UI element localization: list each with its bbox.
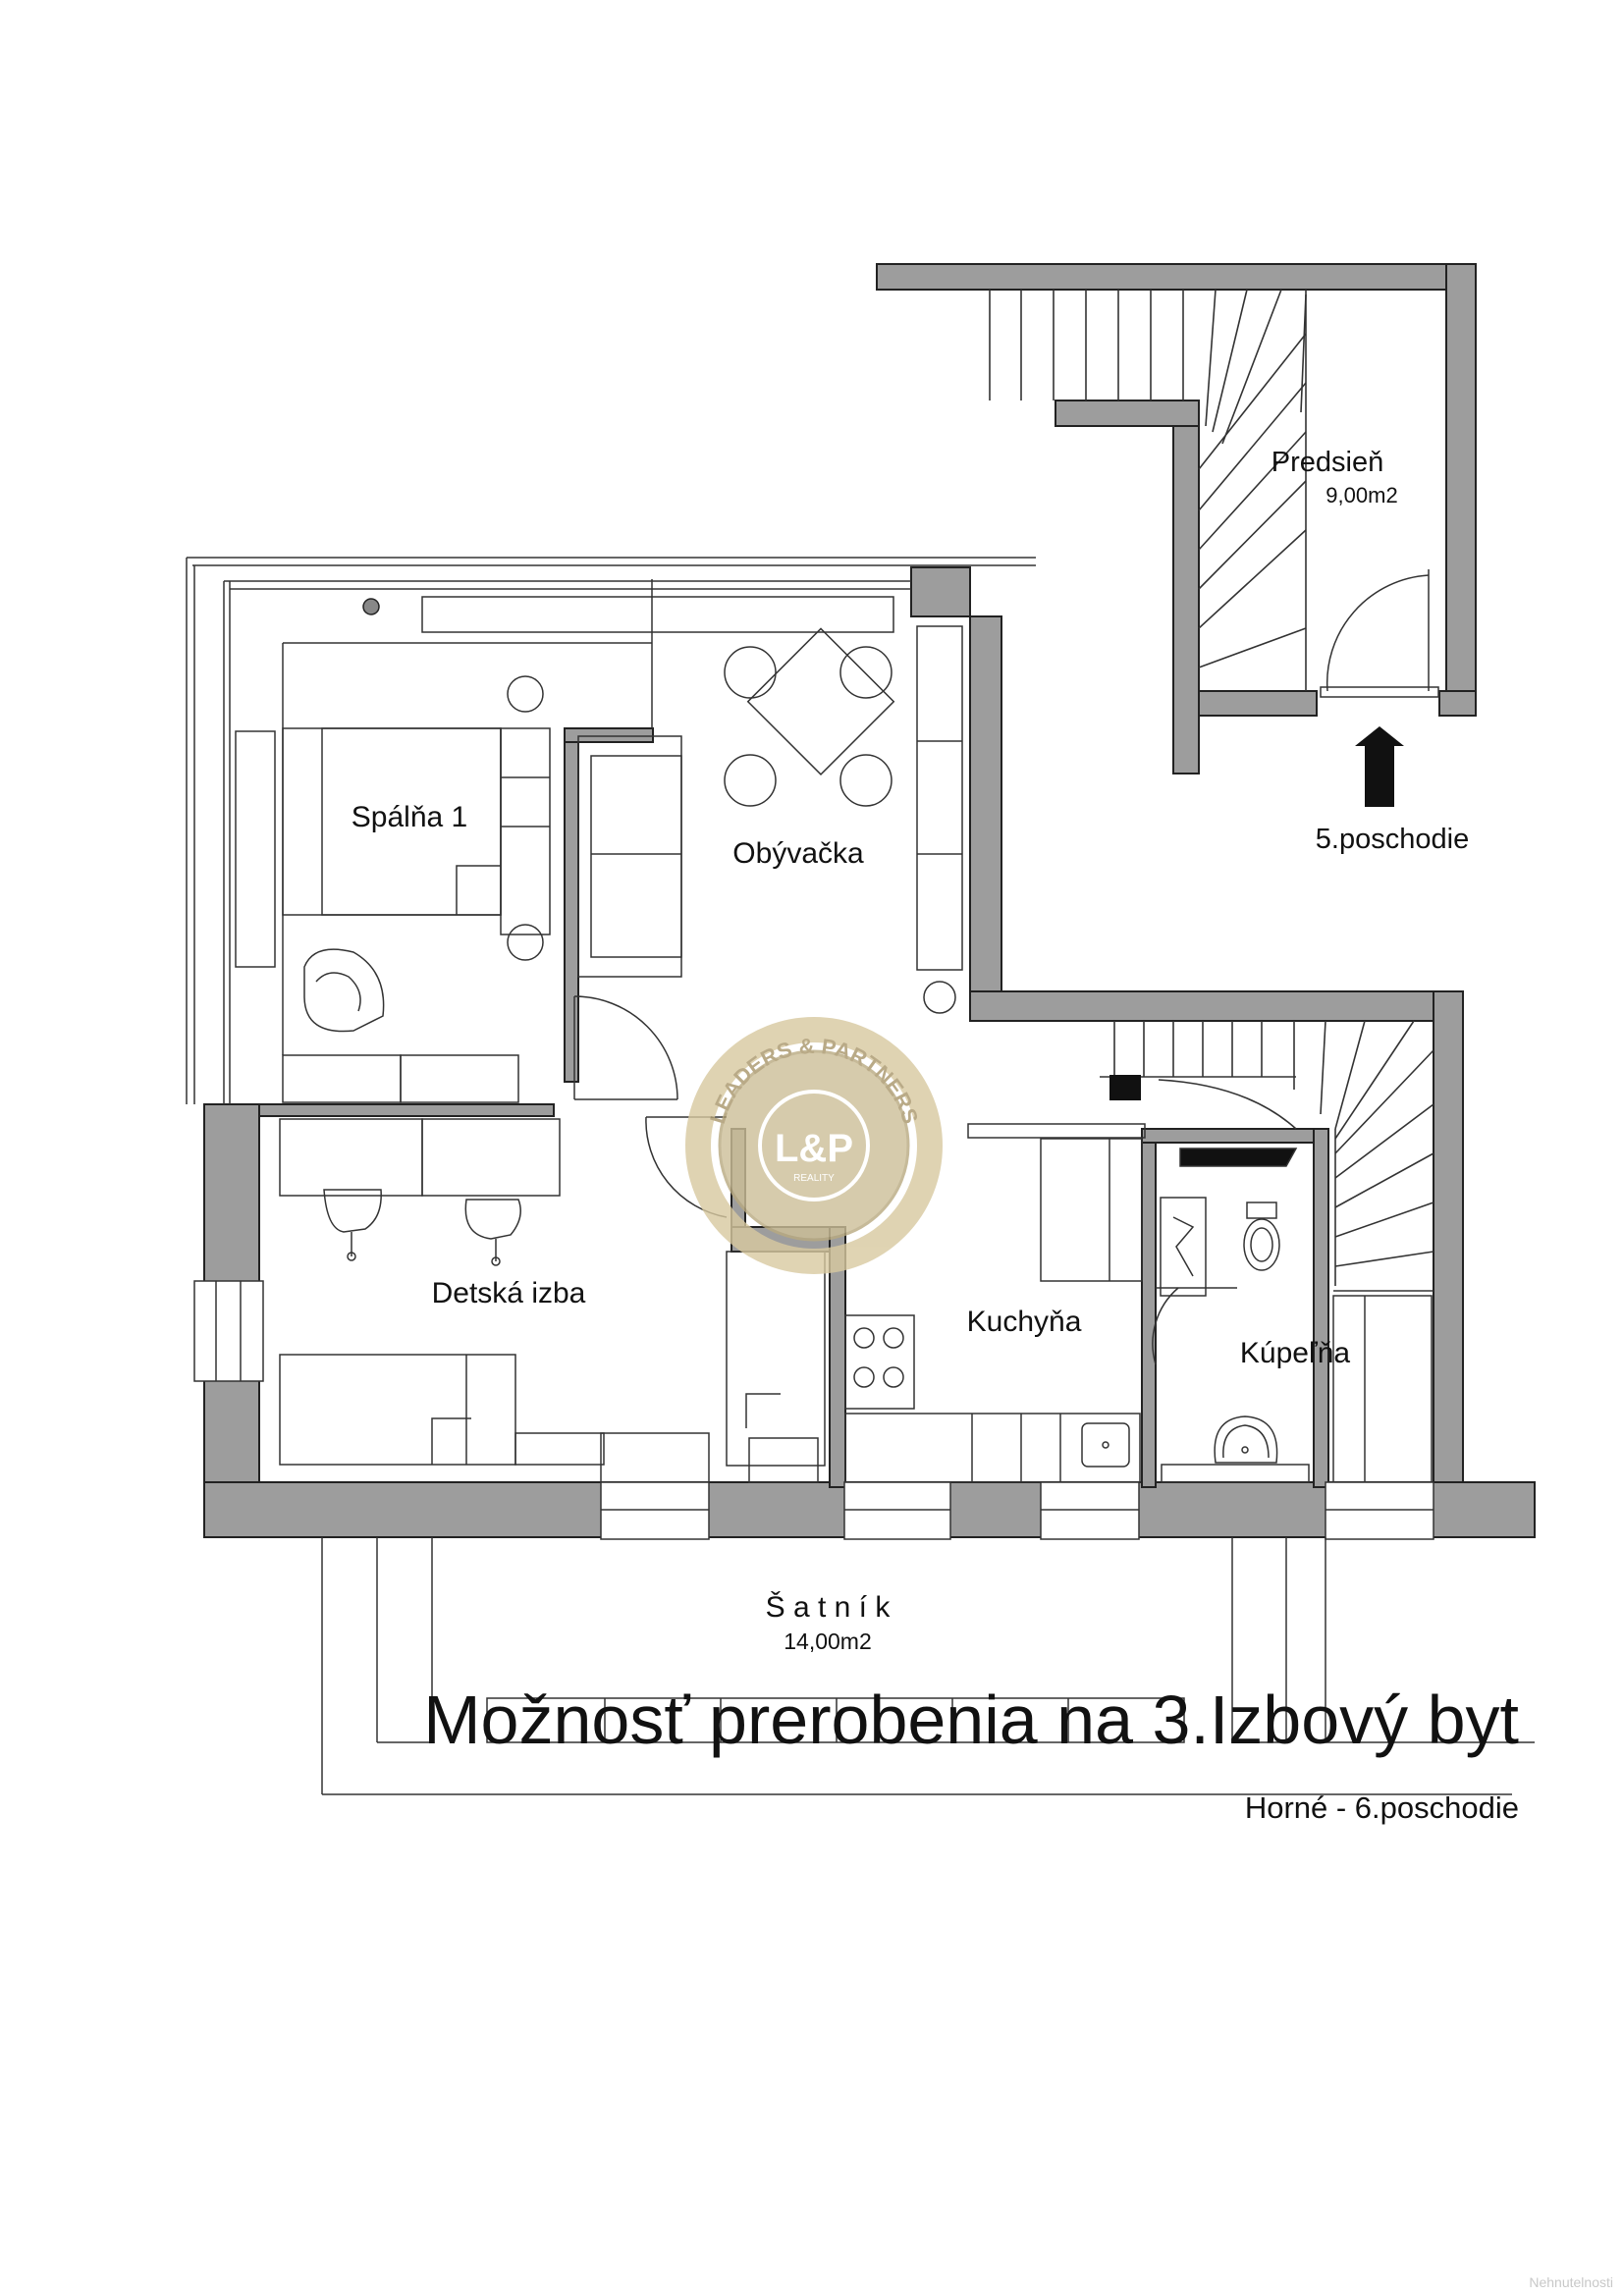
balcony-frame — [187, 558, 1036, 1381]
plan-subtitle: Horné - 6.poschodie — [1244, 1790, 1519, 1825]
room-satnik-area: 14,00m2 — [784, 1629, 872, 1654]
room-kupelna-name: Kúpeľňa — [1239, 1337, 1351, 1369]
chimney-block — [1109, 1075, 1141, 1100]
room-detska-name: Detská izba — [431, 1277, 586, 1309]
plan-title: Možnosť prerobenia na 3.Izbový byt — [423, 1682, 1519, 1758]
room-kuchyna-name: Kuchyňa — [966, 1306, 1082, 1338]
room-predsien-name: Predsieň — [1271, 447, 1384, 478]
entrance-arrow — [1355, 726, 1404, 807]
source-credit: Nehnutelnosti — [1529, 2274, 1613, 2290]
bedroom-furniture — [283, 643, 652, 1102]
upper-stairs — [990, 290, 1306, 691]
room-satnik-name: Š a t n í k — [765, 1591, 891, 1624]
lamp-icon — [363, 599, 379, 614]
bathroom-furniture — [1153, 1148, 1434, 1482]
watermark-ring-text: LEADERS & PARTNERS — [704, 1033, 924, 1127]
predsien-door — [1321, 569, 1438, 697]
room-predsien-area: 9,00m2 — [1325, 483, 1398, 507]
room-spalna-name: Spálňa 1 — [351, 801, 468, 833]
watermark-sub-text: REALITY — [793, 1173, 835, 1184]
room-obyvacka-name: Obývačka — [732, 837, 864, 870]
watermark-logo-text: L&P — [775, 1127, 853, 1170]
watermark-logo — [698, 1030, 930, 1261]
entrance-label: 5.poschodie — [1315, 824, 1470, 855]
